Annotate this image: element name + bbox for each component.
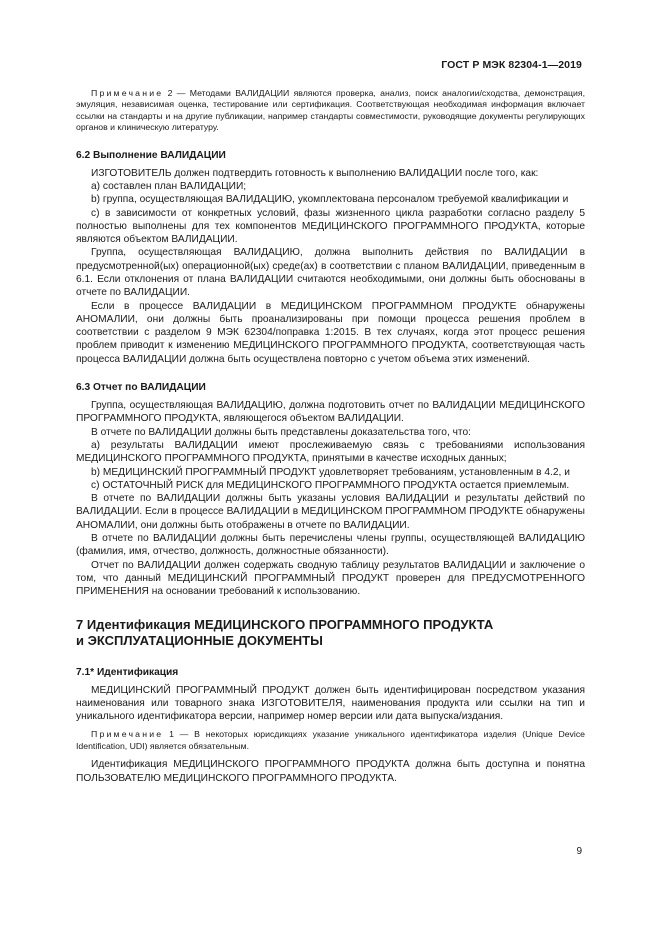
note-2 [76, 88, 585, 134]
section-7-1 [76, 684, 585, 724]
heading-7-line-1: 7 Идентификация МЕДИЦИНСКОГО ПРОГРАММНОГО ПРОДУКТА [76, 616, 494, 632]
paragraph: ИЗГОТОВИТЕЛЬ должен подтвердить готовность к выполнению ВАЛИДАЦИИ после того, как: [91, 167, 539, 179]
list-item-c: c) ОСТАТОЧНЫЙ РИСК для МЕДИЦИНСКОГО ПРОГРАММНОГО ПРОДУКТА остается приемлемым. [91, 479, 570, 491]
list-item-a: a) составлен план ВАЛИДАЦИИ; [91, 180, 247, 192]
heading-7 [76, 617, 585, 649]
paragraph: МЕДИЦИНСКИЙ ПРОГРАММНЫЙ ПРОДУКТ должен быть идентифицирован посредством указания наименования или товарного знака ИЗГОТОВИТЕЛЯ, наименования продукта или ссылки на тип и уникального идентификатора версии, например номер версии или дата выпуска/издания. [76, 684, 585, 723]
paragraph: Если в процессе ВАЛИДАЦИИ в МЕДИЦИНСКОМ ПРОГРАММНОМ ПРОДУКТЕ обнаружены АНОМАЛИИ, они должны быть проанализированы при помощи процесса решения проблем в соответствии с разделом 9 МЭК 62304/поправка 1:2015. В тех случаях, когда этот процесс решения проблем приводит к изменению МЕДИЦИНСКОГО ПРОГРАММНОГО ПРОДУКТА, соответствующая часть процесса ВАЛИДАЦИИ должна быть осуществлена повторно с учетом объема этих изменений. [76, 300, 585, 365]
section-7-1-cont [76, 758, 585, 785]
paragraph: Группа, осуществляющая ВАЛИДАЦИЮ, должна выполнить действия по ВАЛИДАЦИИ в предусмотренной(ых) операционной(ых) среде(ах) в соответствии с планом ВАЛИДАЦИИ, приведенным в 6.1. Если отклонения от плана ВАЛИДАЦИИ считаются необходимыми, они должны быть обоснованы в отчете по ВАЛИДАЦИИ. [76, 247, 585, 299]
list-item-b: b) МЕДИЦИНСКИЙ ПРОГРАММНЫЙ ПРОДУКТ удовлетворяет требованиям, установленным в 4.2, и [91, 466, 570, 478]
paragraph: В отчете по ВАЛИДАЦИИ должны быть представлены доказательства того, что: [91, 426, 471, 438]
heading-6-3: 6.3 Отчет по ВАЛИДАЦИИ [76, 382, 206, 394]
heading-7-1: 7.1* Идентификация [76, 666, 179, 678]
paragraph: В отчете по ВАЛИДАЦИИ должны быть указаны условия ВАЛИДАЦИИ и результаты действий по ВАЛИДАЦИИ. Если в процессе ВАЛИДАЦИИ в МЕДИЦИНСКОМ ПРОГРАММНОМ ПРОДУКТЕ обнаружены АНОМАЛИИ, они должны быть отображены в отчете по ВАЛИДАЦИИ. [76, 493, 585, 531]
list-item-a: a) результаты ВАЛИДАЦИИ имеют прослеживаемую связь с требованиями использования МЕДИЦИНСКОГО ПРОГРАММНОГО ПРОДУКТА, принятыми в качестве исходных данных; [76, 439, 585, 465]
note-label: Примечание [91, 88, 164, 98]
section-6-2 [76, 167, 585, 366]
list-item-c: c) в зависимости от конкретных условий, фазы жизненного цикла разработки согласно разделу 5 полностью выполнены для тех компонентов МЕДИЦИНСКОГО ПРОГРАММНОГО ПРОДУКТА, которые являются объектом ВАЛИДАЦИИ. [76, 207, 585, 246]
section-6-3 [76, 399, 585, 598]
paragraph: Группа, осуществляющая ВАЛИДАЦИЮ, должна подготовить отчет по ВАЛИДАЦИИ МЕДИЦИНСКОГО ПРОГРАММНОГО ПРОДУКТА, являющегося объектом ВАЛИДАЦИИ. [76, 400, 585, 425]
paragraph: Отчет по ВАЛИДАЦИИ должен содержать сводную таблицу результатов ВАЛИДАЦИИ и заключение о том, что данный МЕДИЦИНСКИЙ ПРОГРАММНЫЙ ПРОДУКТ проверен для ПРЕДУСМОТРЕННОГО ПРИМЕНЕНИЯ на основании требований к использованию. [76, 559, 585, 598]
note-text: 2 — Методами ВАЛИДАЦИИ являются проверка, анализ, поиск аналогии/сходства, демонстрация, эмуляция, независимая оценка, тестирование или сертификация. Соответствующая необходимая информация включает ссылки на стандарты и на другие публикации, например стандарты совместимости, руководящие документы регулирующих органов и клиническую литературу. [76, 88, 585, 133]
paragraph: Идентификация МЕДИЦИНСКОГО ПРОГРАММНОГО ПРОДУКТА должна быть доступна и понятна ПОЛЬЗОВАТЕЛЮ МЕДИЦИНСКОГО ПРОГРАММНОГО ПРОДУКТА. [76, 759, 585, 784]
paragraph: В отчете по ВАЛИДАЦИИ должны быть перечислены члены группы, осуществляющей ВАЛИДАЦИЮ (фамилия, имя, отчество, должность, должностные обязанности). [76, 533, 585, 558]
standard-designation: ГОСТ Р МЭК 82304-1—2019 [441, 59, 582, 71]
list-item-b: b) группа, осуществляющая ВАЛИДАЦИЮ, укомплектована персоналом требуемой квалификации и [91, 194, 569, 206]
note-label: Примечание [91, 729, 164, 740]
heading-6-2: 6.2 Выполнение ВАЛИДАЦИИ [76, 149, 226, 161]
note-1 [76, 729, 585, 752]
page-number: 9 [576, 846, 582, 857]
page-content [76, 84, 585, 785]
note-text: 1 — В некоторых юрисдикциях указание уникального идентификатора изделия (Unique Device Identification, UDI) является обязательным. [76, 729, 585, 751]
heading-7-line-2: и ЭКСПЛУАТАЦИОННЫЕ ДОКУМЕНТЫ [76, 632, 323, 648]
